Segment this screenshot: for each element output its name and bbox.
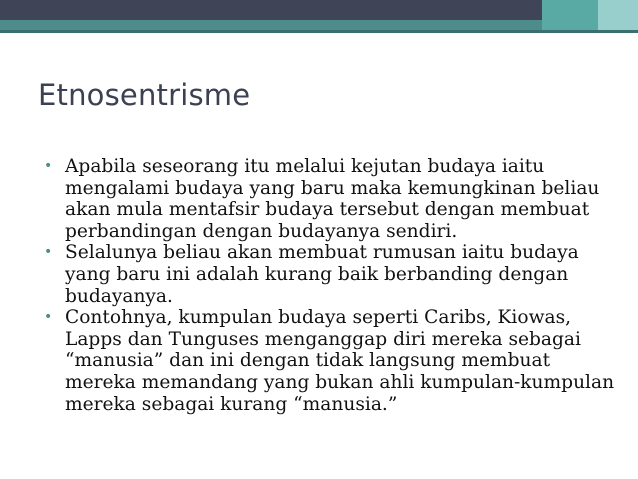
bullet-item [44, 307, 624, 415]
header-accent-blocks [542, 0, 638, 30]
bullet-dot-icon: • [44, 309, 53, 326]
slide-title: Etnosentrisme [38, 78, 251, 112]
bullet-text: Apabila seseorang itu melalui kejutan budaya iaitu mengalami budaya yang baru maka kemungkinan beliau akan mula mentafsir budaya tersebut dengan membuat perbandingan dengan budayanya sendiri. [65, 156, 600, 242]
slide-body [44, 156, 624, 415]
bullet-dot-icon: • [44, 158, 53, 174]
header-band-teal-edge [0, 30, 638, 33]
bullet-text: Selalunya beliau akan membuat rumusan iaitu budaya yang baru ini adalah kurang baik berbanding dengan budayanya. [65, 242, 579, 307]
header-accent-block-dark [542, 0, 598, 30]
bullet-item [44, 242, 624, 307]
bullet-item [44, 156, 624, 242]
bullet-text: Contohnya, kumpulan budaya seperti Caribs, Kiowas, Lapps dan Tunguses menganggap diri mereka sebagai “manusia” dan ini dengan tidak langsung membuat mereka memandang yang bukan ahli kumpulan-kumpulan mereka sebagai kurang “manusia.” [65, 307, 615, 415]
bullet-dot-icon: • [44, 244, 53, 261]
header-accent-block-light [598, 0, 638, 30]
